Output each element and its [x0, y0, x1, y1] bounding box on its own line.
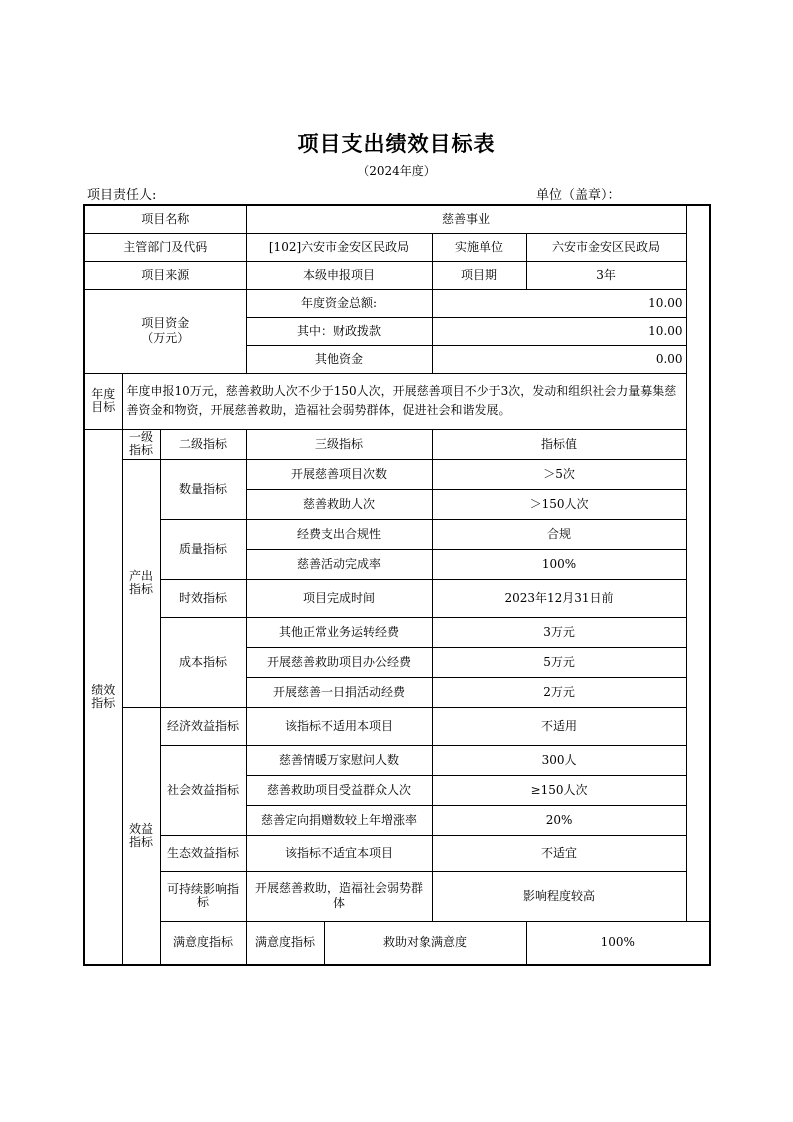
- indicator-value: 5万元: [432, 647, 686, 677]
- project-name-label: 项目名称: [84, 205, 246, 233]
- table-row: [84, 871, 710, 921]
- source-value: 本级申报项目: [246, 261, 432, 289]
- impl-value: 六安市金安区民政局: [526, 233, 686, 261]
- period-label: 项目期: [432, 261, 526, 289]
- indicator-name: 慈善定向捐赠数较上年增涨率: [246, 805, 432, 835]
- cost-label: 成本指标: [160, 617, 246, 707]
- social-label: 社会效益指标: [160, 745, 246, 835]
- header-level3: 三级指标: [246, 429, 432, 459]
- table-row: [84, 921, 710, 965]
- indicator-name: 该指标不适宜本项目: [246, 835, 432, 871]
- indicator-value: ≥150人次: [432, 775, 686, 805]
- indicator-value: 不适用: [432, 707, 686, 745]
- indicator-name: 开展慈善救助，造福社会弱势群体: [246, 871, 432, 921]
- impl-label: 实施单位: [432, 233, 526, 261]
- period-value: 3年: [526, 261, 686, 289]
- ecology-label: 生态效益指标: [160, 835, 246, 871]
- header-value: 指标值: [432, 429, 686, 459]
- goal-label: 年度目标: [84, 373, 122, 429]
- performance-table: [83, 204, 711, 966]
- dept-value: [102]六安市金安区民政局: [246, 233, 432, 261]
- table-row: [84, 835, 710, 871]
- table-row: [84, 233, 710, 261]
- unit-label: 单位（盖章）：: [536, 188, 621, 203]
- table-row: [84, 205, 710, 233]
- timeliness-label: 时效指标: [160, 579, 246, 617]
- table-row: [84, 429, 710, 459]
- indicator-name: 慈善救助项目受益群众人次: [246, 775, 432, 805]
- indicator-value: 影响程度较高: [432, 871, 686, 921]
- indicator-value: 2万元: [432, 677, 686, 707]
- indicator-name: 项目完成时间: [246, 579, 432, 617]
- indicator-name: 该指标不适用本项目: [246, 707, 432, 745]
- indicator-name: 慈善活动完成率: [246, 549, 432, 579]
- table-row: [84, 745, 710, 775]
- indicator-value: 合规: [432, 519, 686, 549]
- funds-other-label: 其他资金: [246, 345, 432, 373]
- indicator-name: 经费支出合规性: [246, 519, 432, 549]
- funds-fiscal-label: 其中：财政拨款: [246, 317, 432, 345]
- table-row: [84, 289, 710, 317]
- indicator-value: ＞150人次: [432, 489, 686, 519]
- indicator-name: 开展慈善项目次数: [246, 459, 432, 489]
- header-level2: 二级指标: [160, 429, 246, 459]
- source-label: 项目来源: [84, 261, 246, 289]
- indicator-name: 慈善救助人次: [246, 489, 432, 519]
- indicator-value: 3万元: [432, 617, 686, 647]
- page-title: 项目支出绩效目标表: [297, 131, 496, 156]
- benefit-label: 效益指标: [122, 707, 160, 965]
- indicator-value: 20%: [432, 805, 686, 835]
- funds-label: 项目资金 （万元）: [84, 289, 246, 373]
- table-row: [84, 261, 710, 289]
- indicator-value: 不适宜: [432, 835, 686, 871]
- indicator-value: 100%: [526, 921, 710, 965]
- indicator-name: 开展慈善救助项目办公经费: [246, 647, 432, 677]
- header-level1: 一级指标: [122, 429, 160, 459]
- table-row: [84, 519, 710, 549]
- funds-total-value: 10.00: [432, 289, 686, 317]
- indicators-section-label: 绩效指标: [84, 429, 122, 965]
- satisfaction-sub-label: 满意度指标: [246, 921, 324, 965]
- year-label: （2024年度）: [357, 164, 436, 178]
- funds-other-value: 0.00: [432, 345, 686, 373]
- indicator-name: 开展慈善一日捐活动经费: [246, 677, 432, 707]
- sustain-label: 可持续影响指标: [160, 871, 246, 921]
- funds-fiscal-value: 10.00: [432, 317, 686, 345]
- quantity-label: 数量指标: [160, 459, 246, 519]
- satisfaction-label: 满意度指标: [160, 921, 246, 965]
- indicator-name: 救助对象满意度: [324, 921, 526, 965]
- indicator-value: 2023年12月31日前: [432, 579, 686, 617]
- indicator-name: 慈善情暖万家慰问人数: [246, 745, 432, 775]
- quality-label: 质量指标: [160, 519, 246, 579]
- economic-label: 经济效益指标: [160, 707, 246, 745]
- indicator-value: ＞5次: [432, 459, 686, 489]
- table-row: [84, 707, 710, 745]
- indicator-value: 100%: [432, 549, 686, 579]
- table-row: [84, 459, 710, 489]
- goal-text: 年度申报10万元，慈善救助人次不少于150人次，开展慈善项目不少于3次，发动和组织社会力量募集慈善资金和物资，开展慈善救助，造福社会弱势群体，促进社会和谐发展。: [122, 373, 686, 429]
- responsible-label: 项目责任人:: [87, 188, 157, 203]
- output-label: 产出指标: [122, 459, 160, 707]
- funds-total-label: 年度资金总额:: [246, 289, 432, 317]
- table-row: [84, 579, 710, 617]
- indicator-value: 300人: [432, 745, 686, 775]
- project-name: 慈善事业: [246, 205, 686, 233]
- dept-label: 主管部门及代码: [84, 233, 246, 261]
- table-row: [84, 373, 710, 429]
- indicator-name: 其他正常业务运转经费: [246, 617, 432, 647]
- table-row: [84, 617, 710, 647]
